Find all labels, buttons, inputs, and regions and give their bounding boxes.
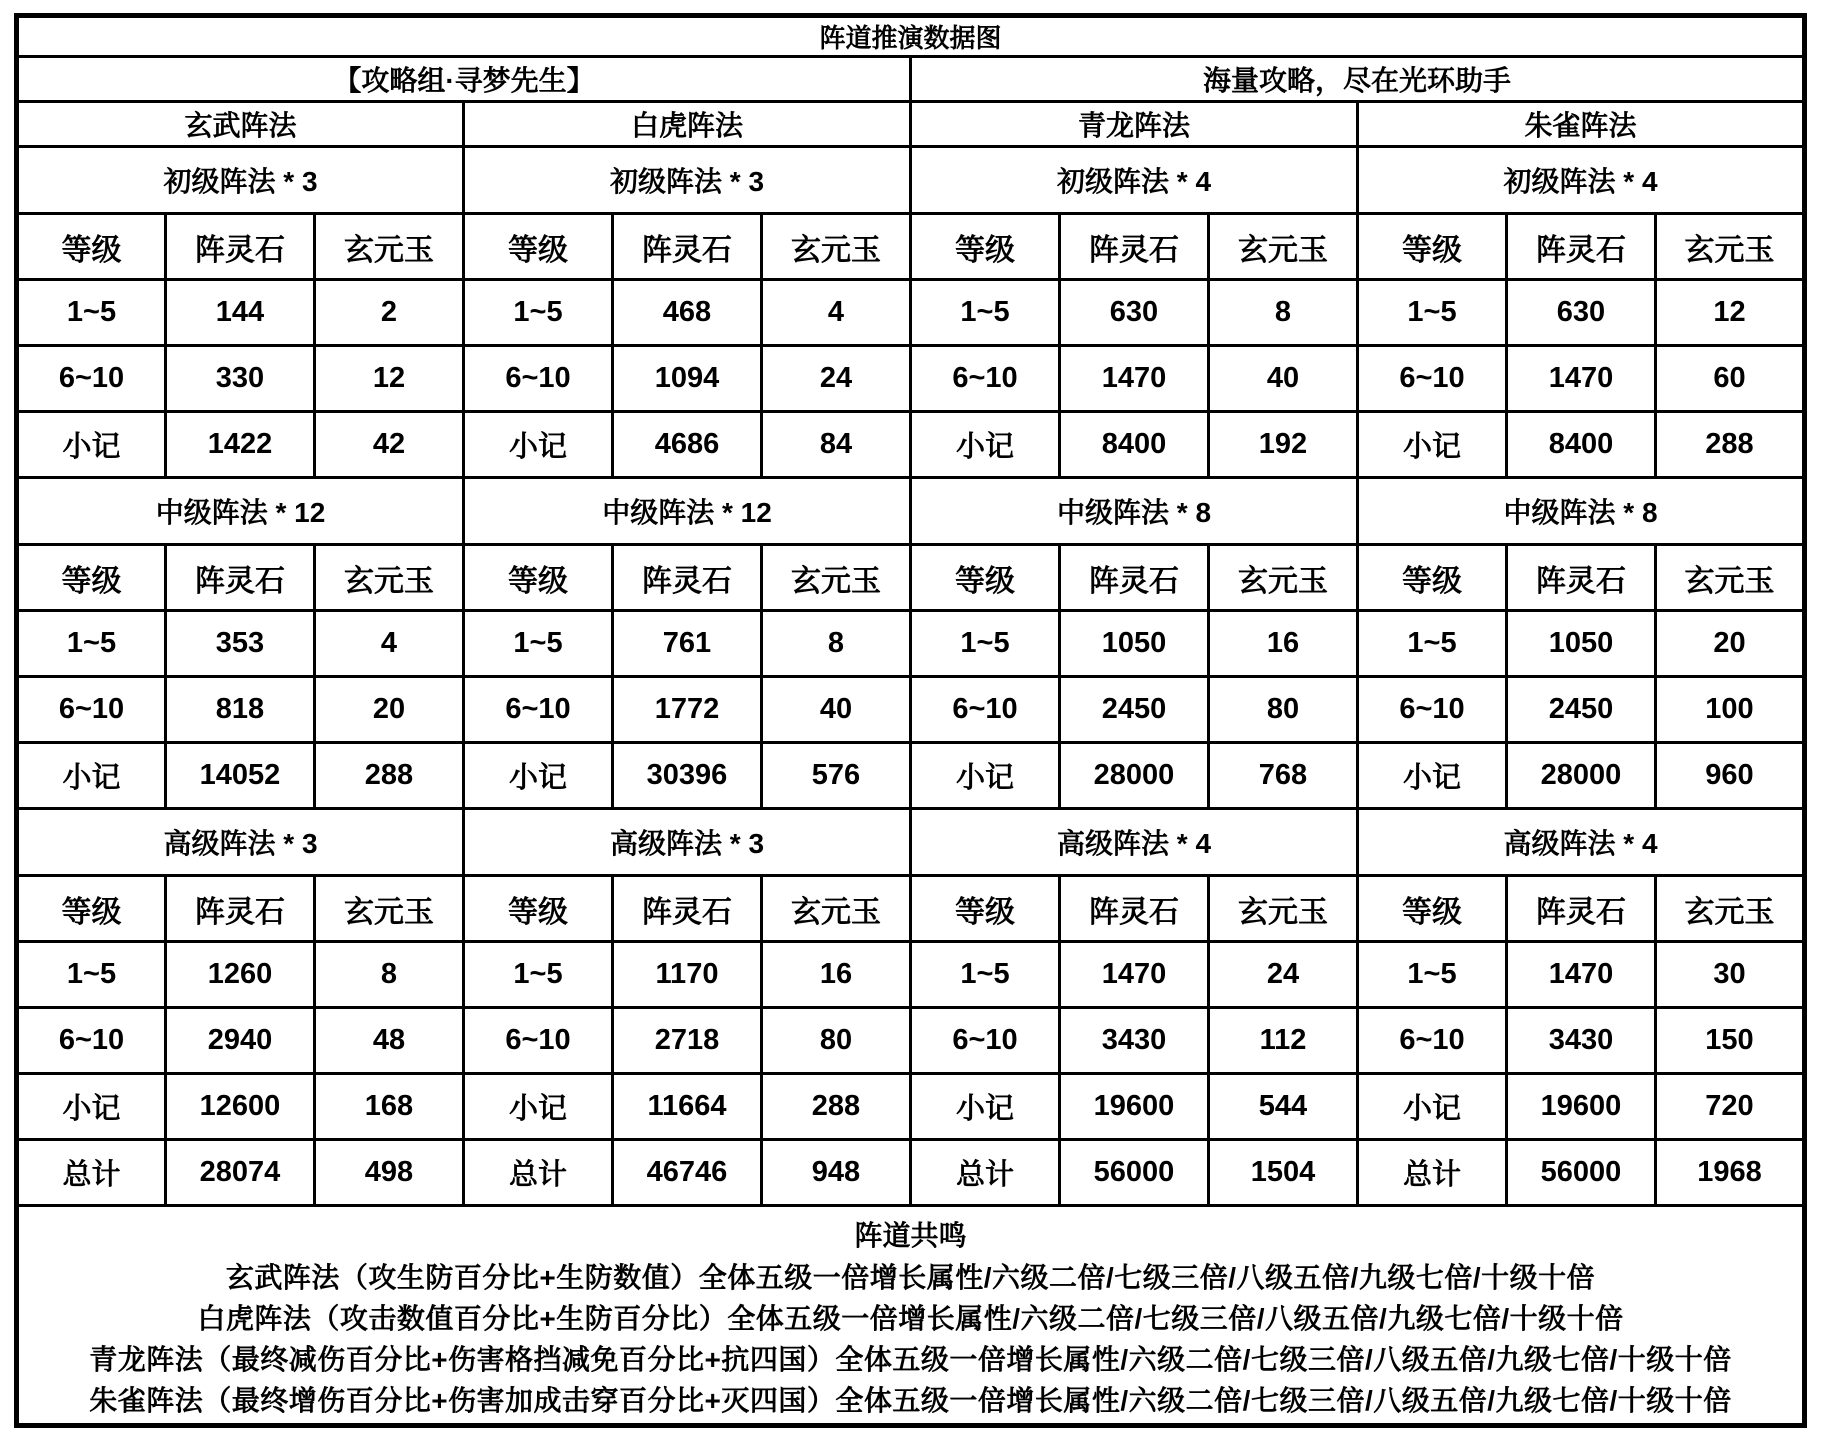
subtotal-value: 768 — [1209, 743, 1358, 809]
table-row — [17, 545, 1805, 611]
level-cell: 1~5 — [1358, 942, 1507, 1008]
table-row — [17, 280, 1805, 346]
col-header-level: 等级 — [911, 876, 1060, 942]
col-header-jade: 玄元玉 — [315, 876, 464, 942]
table-row — [17, 1074, 1805, 1140]
subtotal-label: 小记 — [1358, 1074, 1507, 1140]
grand-total-value: 1504 — [1209, 1140, 1358, 1206]
level-cell: 6~10 — [911, 1008, 1060, 1074]
level-cell: 6~10 — [17, 1008, 166, 1074]
grand-total-label: 总计 — [464, 1140, 613, 1206]
value-cell: 1094 — [613, 346, 762, 412]
subtotal-value: 4686 — [613, 412, 762, 478]
table-row — [17, 147, 1805, 214]
section-label: 初级阵法 * 4 — [1358, 147, 1805, 214]
resonance-note-zhuque: 朱雀阵法（最终增伤百分比+伤害加成击穿百分比+灭四国）全体五级一倍增长属性/六级二倍/七级三倍/八级五倍/九级七倍/十级十倍 — [89, 1385, 1732, 1416]
value-cell: 1050 — [1060, 611, 1209, 677]
resonance-section — [17, 1206, 1805, 1426]
subtotal-label: 小记 — [911, 1074, 1060, 1140]
table-row — [17, 1008, 1805, 1074]
grand-total-value: 56000 — [1060, 1140, 1209, 1206]
section-label: 初级阵法 * 3 — [17, 147, 464, 214]
subtotal-value: 84 — [762, 412, 911, 478]
value-cell: 818 — [166, 677, 315, 743]
col-header-stone: 阵灵石 — [1507, 214, 1656, 280]
value-cell: 8 — [1209, 280, 1358, 346]
table-row — [17, 1140, 1805, 1206]
grand-total-value: 46746 — [613, 1140, 762, 1206]
col-header-stone: 阵灵石 — [1060, 545, 1209, 611]
level-cell: 1~5 — [464, 611, 613, 677]
col-header-jade: 玄元玉 — [1209, 545, 1358, 611]
value-cell: 144 — [166, 280, 315, 346]
col-header-level: 等级 — [17, 876, 166, 942]
credit-right: 海量攻略，尽在光环助手 — [911, 57, 1805, 102]
resonance-note-baihu: 白虎阵法（攻击数值百分比+生防百分比）全体五级一倍增长属性/六级二倍/七级三倍/八级五倍/九级七倍/十级十倍 — [197, 1303, 1624, 1334]
subtotal-value: 720 — [1656, 1074, 1805, 1140]
level-cell: 6~10 — [464, 677, 613, 743]
value-cell: 8 — [315, 942, 464, 1008]
subtotal-label: 小记 — [464, 412, 613, 478]
col-header-stone: 阵灵石 — [1507, 876, 1656, 942]
value-cell: 30 — [1656, 942, 1805, 1008]
subtotal-label: 小记 — [911, 412, 1060, 478]
value-cell: 100 — [1656, 677, 1805, 743]
col-header-stone: 阵灵石 — [166, 545, 315, 611]
table-row — [17, 214, 1805, 280]
table-row — [17, 478, 1805, 545]
value-cell: 12 — [315, 346, 464, 412]
value-cell: 80 — [762, 1008, 911, 1074]
resonance-content — [19, 1207, 1802, 1421]
col-header-jade: 玄元玉 — [1209, 876, 1358, 942]
level-cell: 1~5 — [911, 611, 1060, 677]
level-cell: 1~5 — [911, 280, 1060, 346]
subtotal-value: 11664 — [613, 1074, 762, 1140]
col-header-stone: 阵灵石 — [1507, 545, 1656, 611]
value-cell: 2940 — [166, 1008, 315, 1074]
value-cell: 1470 — [1507, 942, 1656, 1008]
subtotal-label: 小记 — [1358, 412, 1507, 478]
subtotal-value: 8400 — [1060, 412, 1209, 478]
subtotal-value: 14052 — [166, 743, 315, 809]
value-cell: 20 — [315, 677, 464, 743]
col-header-jade: 玄元玉 — [762, 214, 911, 280]
col-header-level: 等级 — [1358, 214, 1507, 280]
credit-left: 【攻略组·寻梦先生】 — [17, 57, 911, 102]
table-row — [17, 743, 1805, 809]
col-header-level: 等级 — [464, 214, 613, 280]
formation-name-baihu: 白虎阵法 — [464, 102, 911, 147]
subtotal-value: 42 — [315, 412, 464, 478]
table-row — [17, 57, 1805, 102]
level-cell: 6~10 — [464, 1008, 613, 1074]
value-cell: 80 — [1209, 677, 1358, 743]
col-header-jade: 玄元玉 — [315, 545, 464, 611]
value-cell: 24 — [1209, 942, 1358, 1008]
grand-total-value: 56000 — [1507, 1140, 1656, 1206]
subtotal-label: 小记 — [464, 743, 613, 809]
value-cell: 40 — [762, 677, 911, 743]
resonance-note-xuanwu: 玄武阵法（攻生防百分比+生防数值）全体五级一倍增长属性/六级二倍/七级三倍/八级五倍/九级七倍/十级十倍 — [225, 1262, 1596, 1293]
subtotal-value: 8400 — [1507, 412, 1656, 478]
value-cell: 150 — [1656, 1008, 1805, 1074]
formation-data-table — [14, 13, 1807, 1428]
col-header-jade: 玄元玉 — [1656, 876, 1805, 942]
table-row — [17, 1206, 1805, 1426]
formation-name-qinglong: 青龙阵法 — [911, 102, 1358, 147]
section-label: 高级阵法 * 3 — [17, 809, 464, 876]
col-header-level: 等级 — [464, 876, 613, 942]
table-row — [17, 809, 1805, 876]
subtotal-value: 28000 — [1060, 743, 1209, 809]
value-cell: 1470 — [1060, 942, 1209, 1008]
section-label: 高级阵法 * 4 — [1358, 809, 1805, 876]
level-cell: 6~10 — [1358, 677, 1507, 743]
grand-total-label: 总计 — [911, 1140, 1060, 1206]
level-cell: 1~5 — [464, 942, 613, 1008]
value-cell: 1170 — [613, 942, 762, 1008]
level-cell: 1~5 — [1358, 611, 1507, 677]
value-cell: 4 — [315, 611, 464, 677]
section-label: 中级阵法 * 12 — [17, 478, 464, 545]
value-cell: 16 — [1209, 611, 1358, 677]
subtotal-value: 28000 — [1507, 743, 1656, 809]
table-row — [17, 412, 1805, 478]
value-cell: 20 — [1656, 611, 1805, 677]
level-cell: 6~10 — [17, 677, 166, 743]
subtotal-value: 960 — [1656, 743, 1805, 809]
table-row — [17, 876, 1805, 942]
value-cell: 330 — [166, 346, 315, 412]
value-cell: 1470 — [1060, 346, 1209, 412]
value-cell: 12 — [1656, 280, 1805, 346]
value-cell: 761 — [613, 611, 762, 677]
table-row — [17, 102, 1805, 147]
col-header-jade: 玄元玉 — [315, 214, 464, 280]
section-label: 中级阵法 * 12 — [464, 478, 911, 545]
value-cell: 3430 — [1507, 1008, 1656, 1074]
value-cell: 630 — [1507, 280, 1656, 346]
section-label: 中级阵法 * 8 — [1358, 478, 1805, 545]
subtotal-value: 30396 — [613, 743, 762, 809]
section-label: 初级阵法 * 4 — [911, 147, 1358, 214]
subtotal-value: 168 — [315, 1074, 464, 1140]
page-title: 阵道推演数据图 — [17, 16, 1805, 57]
subtotal-label: 小记 — [17, 1074, 166, 1140]
level-cell: 1~5 — [17, 942, 166, 1008]
value-cell: 1260 — [166, 942, 315, 1008]
value-cell: 2 — [315, 280, 464, 346]
section-label: 高级阵法 * 4 — [911, 809, 1358, 876]
value-cell: 60 — [1656, 346, 1805, 412]
col-header-jade: 玄元玉 — [762, 876, 911, 942]
level-cell: 6~10 — [911, 346, 1060, 412]
subtotal-label: 小记 — [464, 1074, 613, 1140]
subtotal-value: 576 — [762, 743, 911, 809]
grand-total-value: 1968 — [1656, 1140, 1805, 1206]
subtotal-value: 288 — [1656, 412, 1805, 478]
col-header-stone: 阵灵石 — [1060, 876, 1209, 942]
col-header-jade: 玄元玉 — [1656, 214, 1805, 280]
level-cell: 1~5 — [911, 942, 1060, 1008]
level-cell: 6~10 — [1358, 1008, 1507, 1074]
subtotal-label: 小记 — [1358, 743, 1507, 809]
value-cell: 1470 — [1507, 346, 1656, 412]
subtotal-value: 19600 — [1507, 1074, 1656, 1140]
table-row — [17, 346, 1805, 412]
value-cell: 24 — [762, 346, 911, 412]
value-cell: 1772 — [613, 677, 762, 743]
table-row — [17, 942, 1805, 1008]
formation-name-xuanwu: 玄武阵法 — [17, 102, 464, 147]
level-cell: 1~5 — [1358, 280, 1507, 346]
section-label: 初级阵法 * 3 — [464, 147, 911, 214]
col-header-level: 等级 — [1358, 876, 1507, 942]
level-cell: 6~10 — [911, 677, 1060, 743]
col-header-jade: 玄元玉 — [1209, 214, 1358, 280]
col-header-stone: 阵灵石 — [613, 545, 762, 611]
table-row — [17, 611, 1805, 677]
level-cell: 6~10 — [1358, 346, 1507, 412]
subtotal-value: 288 — [315, 743, 464, 809]
value-cell: 40 — [1209, 346, 1358, 412]
level-cell: 6~10 — [17, 346, 166, 412]
level-cell: 1~5 — [464, 280, 613, 346]
section-label: 中级阵法 * 8 — [911, 478, 1358, 545]
col-header-stone: 阵灵石 — [1060, 214, 1209, 280]
grand-total-label: 总计 — [1358, 1140, 1507, 1206]
value-cell: 2718 — [613, 1008, 762, 1074]
subtotal-label: 小记 — [17, 412, 166, 478]
subtotal-label: 小记 — [17, 743, 166, 809]
col-header-level: 等级 — [464, 545, 613, 611]
grand-total-value: 28074 — [166, 1140, 315, 1206]
col-header-level: 等级 — [17, 545, 166, 611]
value-cell: 630 — [1060, 280, 1209, 346]
level-cell: 6~10 — [464, 346, 613, 412]
col-header-jade: 玄元玉 — [762, 545, 911, 611]
value-cell: 353 — [166, 611, 315, 677]
table-row — [17, 16, 1805, 57]
resonance-title: 阵道共鸣 — [854, 1220, 967, 1251]
subtotal-value: 19600 — [1060, 1074, 1209, 1140]
value-cell: 2450 — [1060, 677, 1209, 743]
value-cell: 3430 — [1060, 1008, 1209, 1074]
value-cell: 2450 — [1507, 677, 1656, 743]
subtotal-value: 288 — [762, 1074, 911, 1140]
value-cell: 4 — [762, 280, 911, 346]
section-label: 高级阵法 * 3 — [464, 809, 911, 876]
table-row — [17, 677, 1805, 743]
col-header-stone: 阵灵石 — [166, 876, 315, 942]
value-cell: 8 — [762, 611, 911, 677]
col-header-stone: 阵灵石 — [613, 214, 762, 280]
value-cell: 16 — [762, 942, 911, 1008]
subtotal-value: 544 — [1209, 1074, 1358, 1140]
subtotal-value: 12600 — [166, 1074, 315, 1140]
subtotal-label: 小记 — [911, 743, 1060, 809]
formation-name-zhuque: 朱雀阵法 — [1358, 102, 1805, 147]
col-header-level: 等级 — [911, 545, 1060, 611]
grand-total-label: 总计 — [17, 1140, 166, 1206]
col-header-level: 等级 — [17, 214, 166, 280]
grand-total-value: 948 — [762, 1140, 911, 1206]
col-header-level: 等级 — [911, 214, 1060, 280]
level-cell: 1~5 — [17, 280, 166, 346]
col-header-jade: 玄元玉 — [1656, 545, 1805, 611]
col-header-level: 等级 — [1358, 545, 1507, 611]
resonance-note-qinglong: 青龙阵法（最终减伤百分比+伤害格挡减免百分比+抗四国）全体五级一倍增长属性/六级二倍/七级三倍/八级五倍/九级七倍/十级十倍 — [89, 1344, 1732, 1375]
value-cell: 468 — [613, 280, 762, 346]
value-cell: 1050 — [1507, 611, 1656, 677]
subtotal-value: 1422 — [166, 412, 315, 478]
grand-total-value: 498 — [315, 1140, 464, 1206]
value-cell: 112 — [1209, 1008, 1358, 1074]
value-cell: 48 — [315, 1008, 464, 1074]
level-cell: 1~5 — [17, 611, 166, 677]
col-header-stone: 阵灵石 — [613, 876, 762, 942]
subtotal-value: 192 — [1209, 412, 1358, 478]
col-header-stone: 阵灵石 — [166, 214, 315, 280]
